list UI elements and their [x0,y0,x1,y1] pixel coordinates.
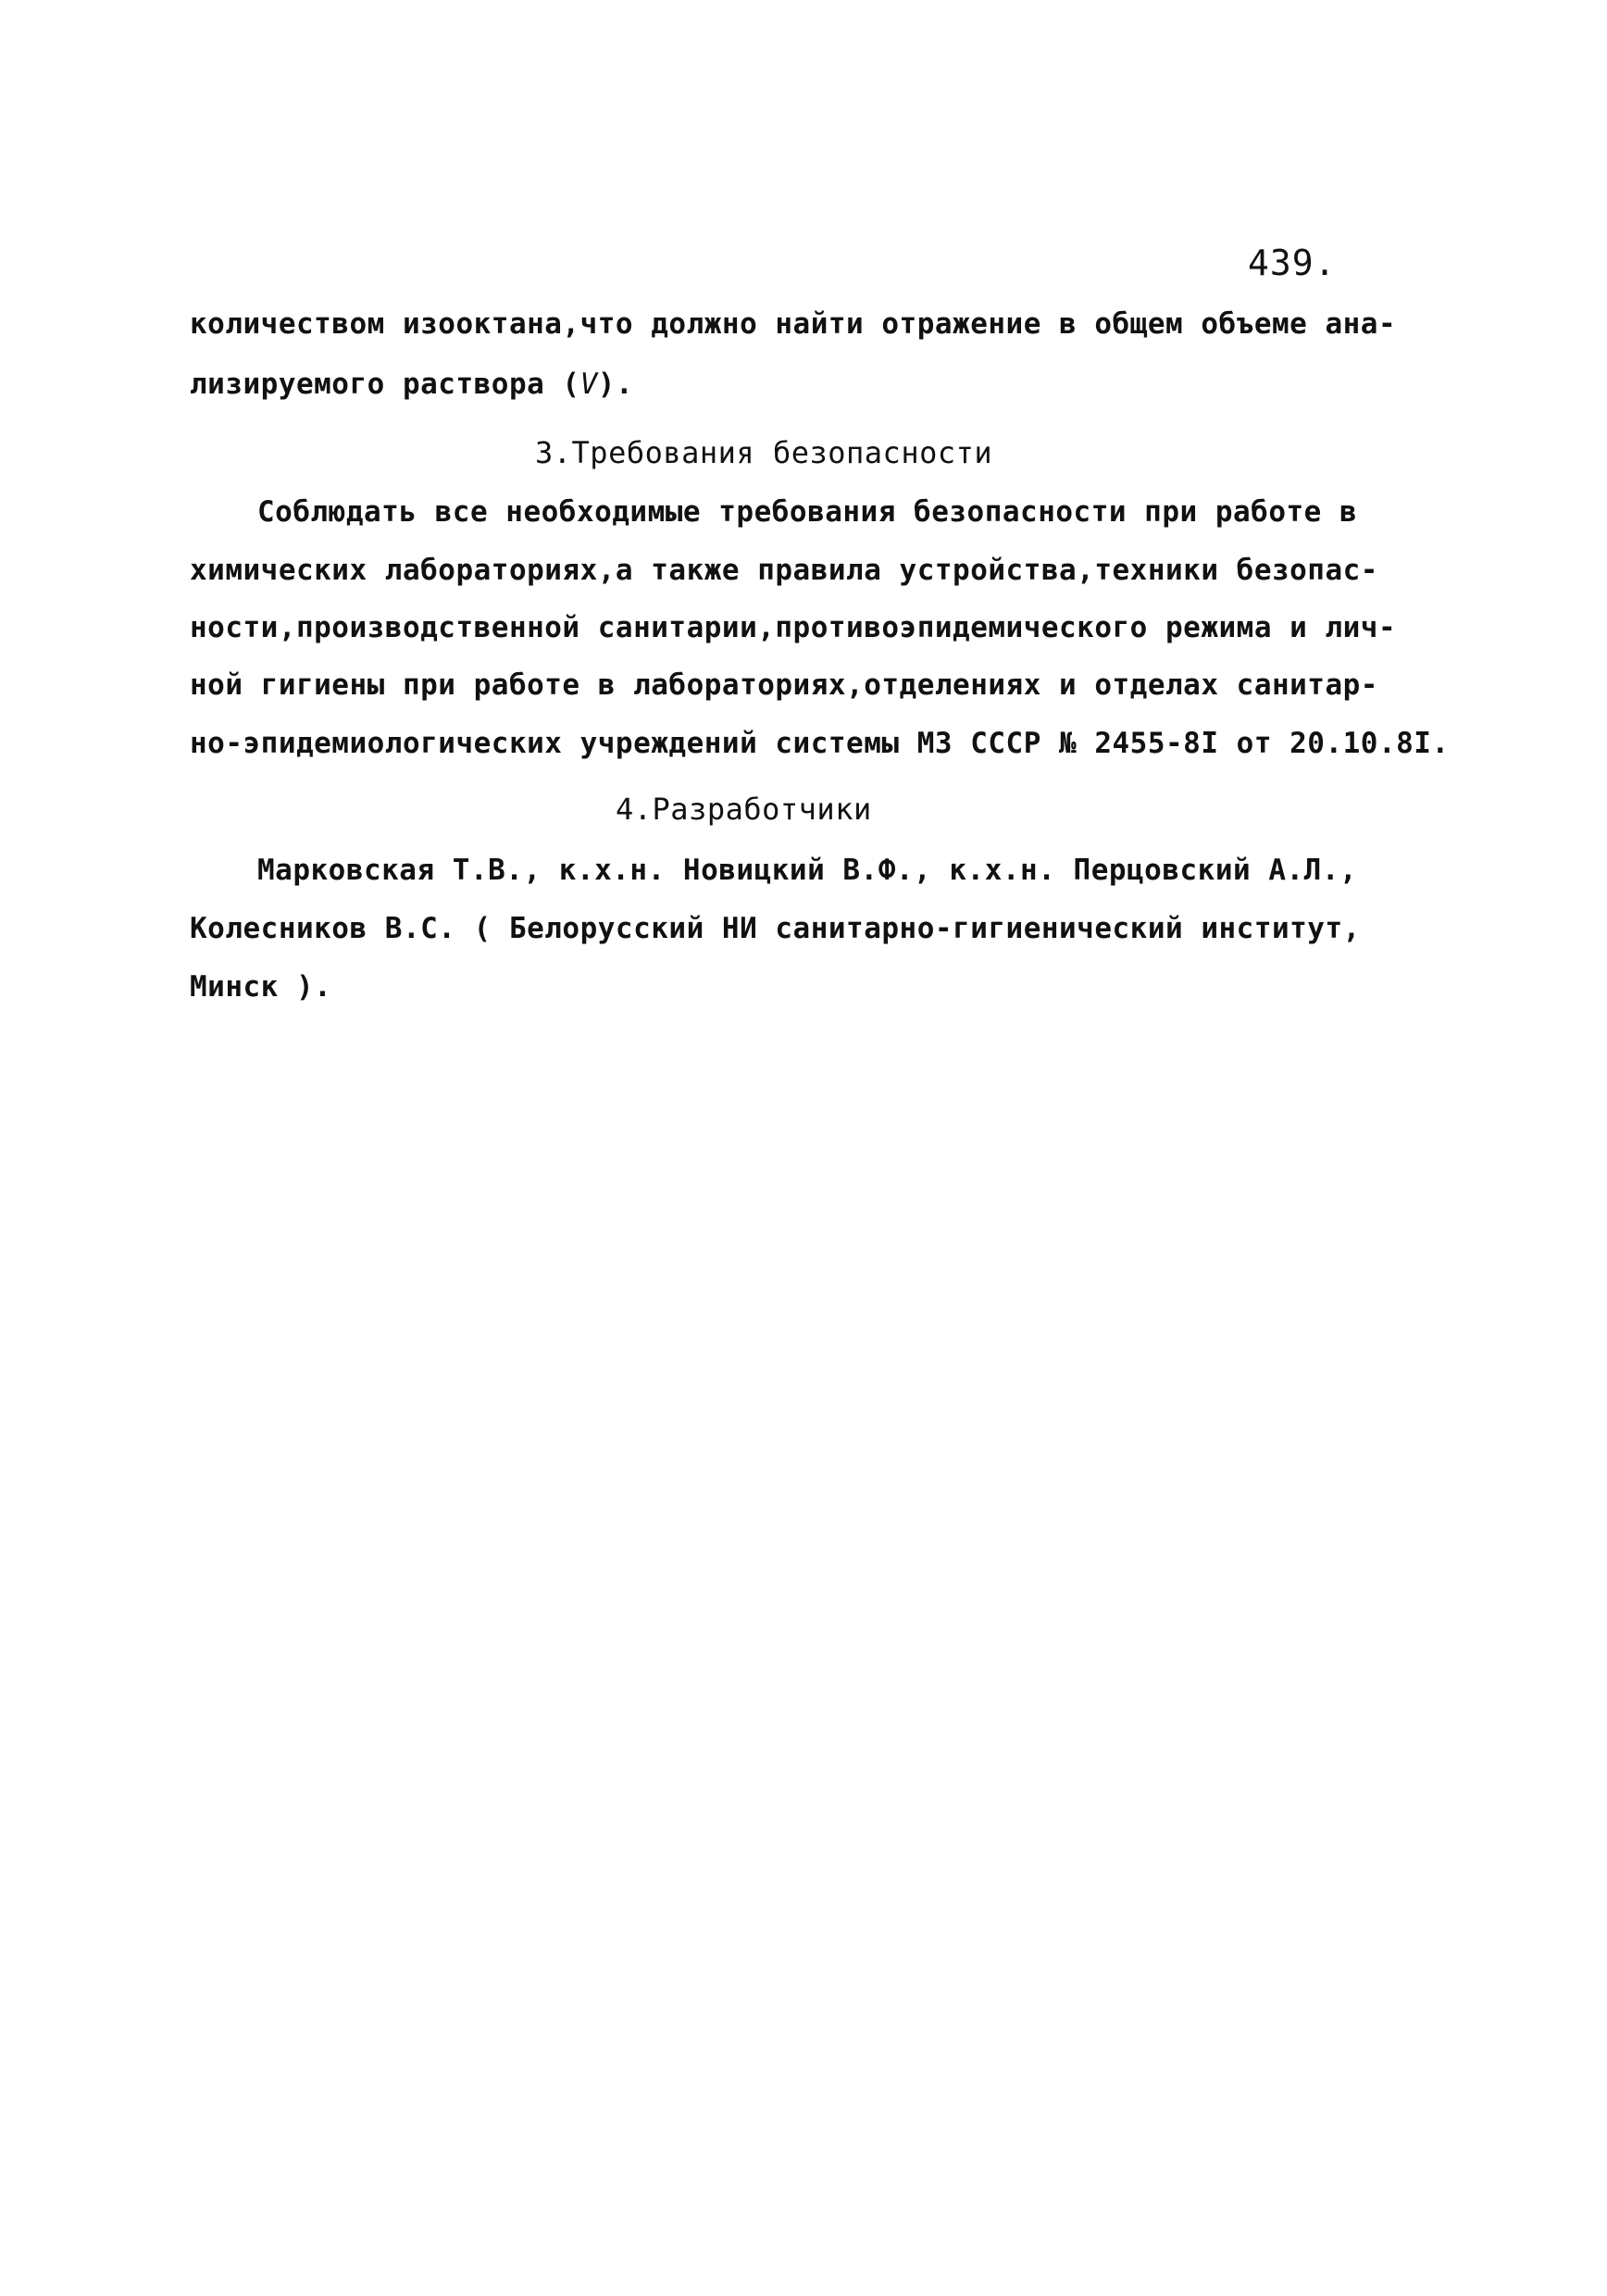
section-4-heading: 4.Разработчики [616,792,872,827]
section-3-line: ной гигиены при работе в лабораториях,отделениях и отделах санитар- [190,668,1378,702]
section-4-line: Марковская Т.В., к.х.н. Новицкий В.Ф., к.х.н. Перцовский А.Л., [257,854,1358,887]
section-4-line: Минск ). [190,970,332,1004]
page-number: 439. [1248,243,1337,283]
section-4-line: Колесников В.С. ( Белорусский НИ санитарно-гигиенический институт, [190,912,1361,945]
paragraph-line [190,368,633,401]
section-3-line: но-эпидемиологических учреждений системы МЗ СССР № 2455-8I от 20.10.8I. [190,727,1450,760]
paragraph-text: лизируемого раствора ( [190,368,580,401]
section-3-line: Соблюдать все необходимые требования безопасности при работе в [257,495,1358,529]
section-3-line: химических лабораториях,а также правила устройства,техники безопас- [190,554,1378,587]
section-3-line: ности,производственной санитарии,противоэпидемического режима и лич- [190,611,1397,644]
section-3-heading: 3.Требования безопасности [535,435,993,470]
variable-v: V [579,368,598,401]
paragraph-text: ). [597,368,634,401]
paragraph-line: количеством изооктана,что должно найти отражение в общем объеме ана- [190,307,1397,341]
